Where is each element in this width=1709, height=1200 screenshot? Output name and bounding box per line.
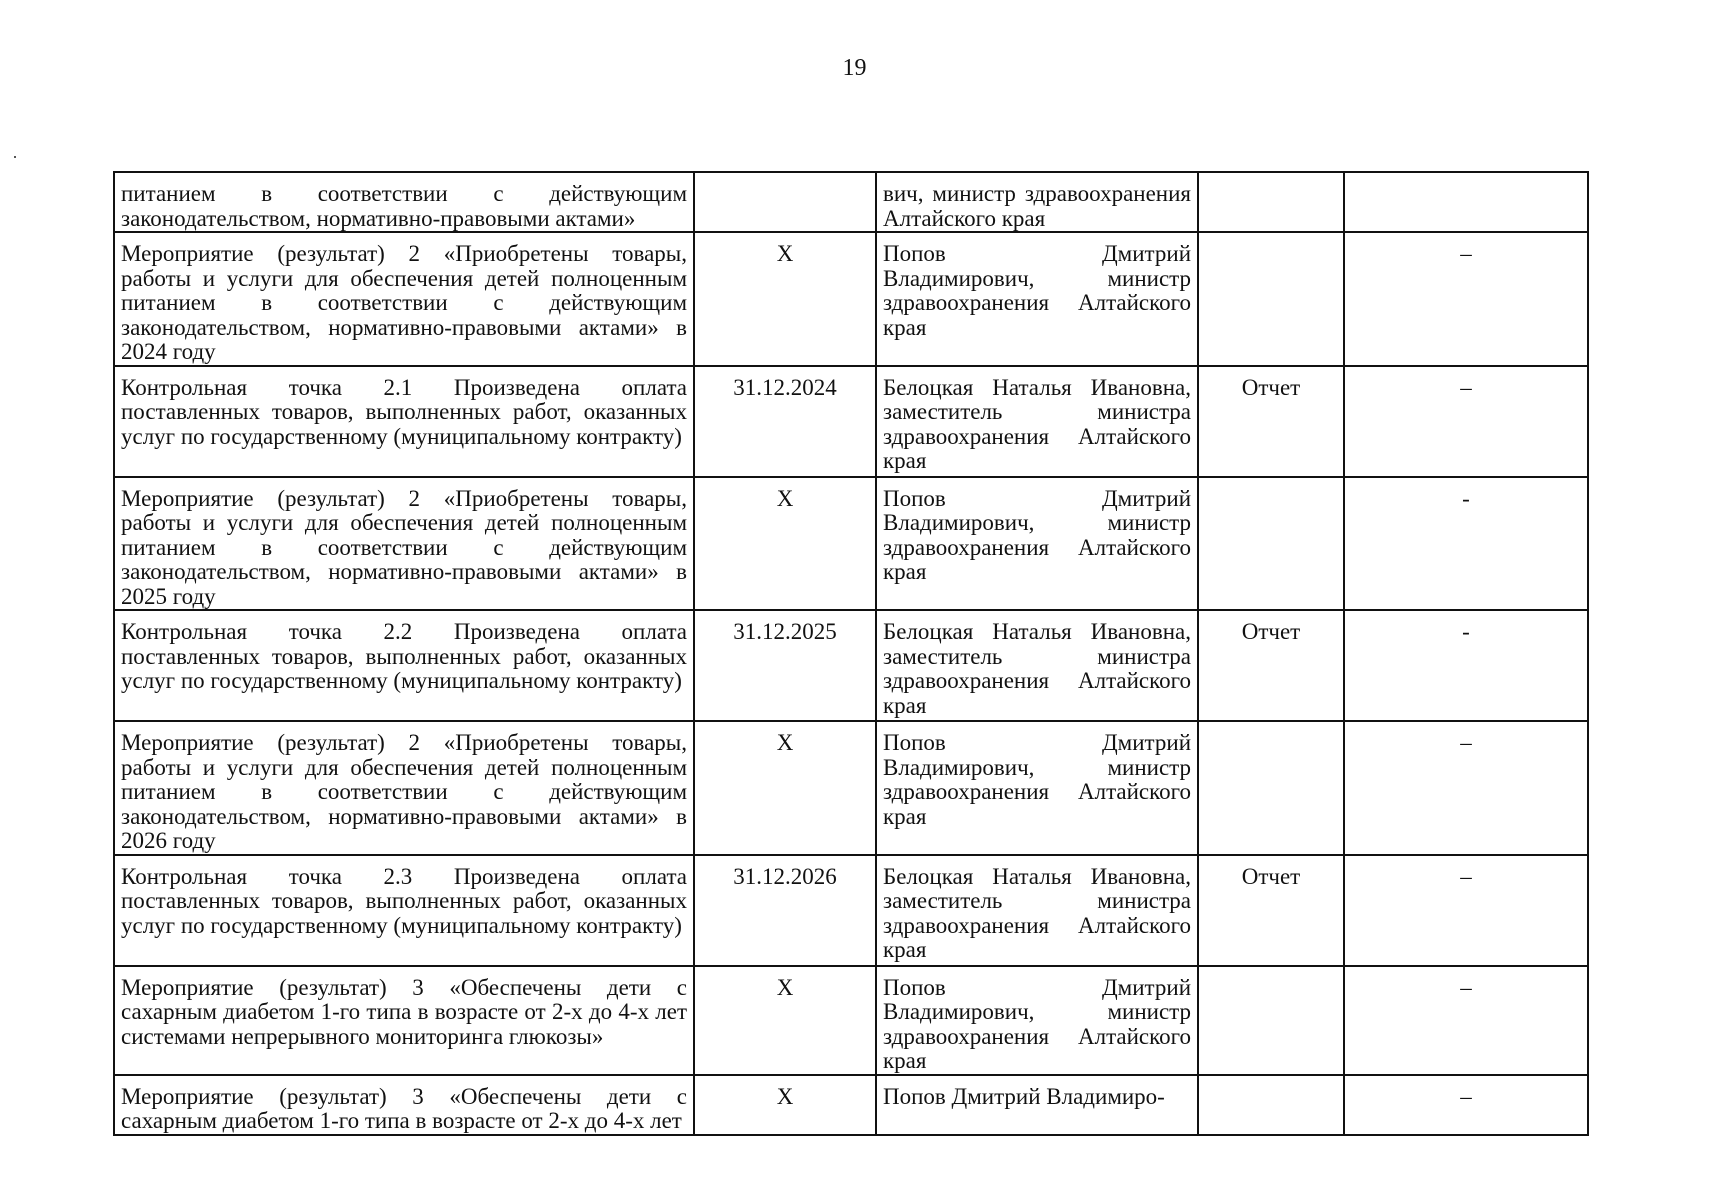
scan-speck (14, 156, 16, 158)
deadline-cell: X (694, 232, 876, 366)
responsible-cell: Белоцкая Наталья Ивановна, заместитель министра здравоохранения Алтайского края (876, 855, 1198, 966)
table-row (114, 966, 1588, 1075)
event-description-cell: Мероприятие (результат) 2 «Приобретены товары, работы и услуги для обеспечения детей полноценным питанием в соответствии с действующим законодательством, нормативно-правовыми актами» в 2025 году (114, 477, 694, 611)
responsible-cell: Попов Дмитрий Владимирович, министр здравоохранения Алтайского края (876, 721, 1198, 855)
info-system-cell: – (1344, 721, 1588, 855)
table-row (114, 855, 1588, 966)
info-system-cell: - (1344, 610, 1588, 721)
info-system-cell: – (1344, 966, 1588, 1075)
table-row (114, 477, 1588, 611)
info-system-cell: – (1344, 855, 1588, 966)
table-row (114, 721, 1588, 855)
document-type-cell (1198, 477, 1344, 611)
deadline-cell (694, 172, 876, 232)
table-row (114, 366, 1588, 477)
deadline-cell: X (694, 477, 876, 611)
plan-table (113, 171, 1589, 1136)
table-row (114, 172, 1588, 232)
document-type-cell (1198, 721, 1344, 855)
deadline-cell: X (694, 721, 876, 855)
responsible-cell: Попов Дмитрий Владимирович, министр здравоохранения Алтайского края (876, 232, 1198, 366)
deadline-cell: X (694, 1075, 876, 1135)
info-system-cell: – (1344, 366, 1588, 477)
document-type-cell: Отчет (1198, 366, 1344, 477)
info-system-cell (1344, 172, 1588, 232)
info-system-cell: – (1344, 232, 1588, 366)
event-description-cell: Мероприятие (результат) 2 «Приобретены товары, работы и услуги для обеспечения детей полноценным питанием в соответствии с действующим законодательством, нормативно-правовыми актами» в 2024 году (114, 232, 694, 366)
event-description-cell: Мероприятие (результат) 3 «Обеспечены дети с сахарным диабетом 1-го типа в возрасте от 2-х до 4-х лет (114, 1075, 694, 1135)
event-description-cell: Контрольная точка 2.3 Произведена оплата поставленных товаров, выполненных работ, оказанных услуг по государственному (муниципальному контракту) (114, 855, 694, 966)
deadline-cell: 31.12.2026 (694, 855, 876, 966)
deadline-cell: 31.12.2024 (694, 366, 876, 477)
table-row (114, 610, 1588, 721)
event-description-cell: Контрольная точка 2.2 Произведена оплата поставленных товаров, выполненных работ, оказанных услуг по государственному (муниципальному контракту) (114, 610, 694, 721)
responsible-cell: Попов Дмитрий Владимирович, министр здравоохранения Алтайского края (876, 477, 1198, 611)
table-row (114, 232, 1588, 366)
document-type-cell: Отчет (1198, 855, 1344, 966)
document-type-cell (1198, 172, 1344, 232)
responsible-cell: Белоцкая Наталья Ивановна, заместитель министра здравоохранения Алтайского края (876, 366, 1198, 477)
deadline-cell: 31.12.2025 (694, 610, 876, 721)
responsible-cell: Белоцкая Наталья Ивановна, заместитель министра здравоохранения Алтайского края (876, 610, 1198, 721)
event-description-cell: Контрольная точка 2.1 Произведена оплата поставленных товаров, выполненных работ, оказанных услуг по государственному (муниципальному контракту) (114, 366, 694, 477)
event-description-cell: Мероприятие (результат) 2 «Приобретены товары, работы и услуги для обеспечения детей полноценным питанием в соответствии с действующим законодательством, нормативно-правовыми актами» в 2026 году (114, 721, 694, 855)
document-type-cell (1198, 1075, 1344, 1135)
responsible-cell: Попов Дмитрий Владимирович, министр здравоохранения Алтайского края (876, 966, 1198, 1075)
responsible-cell: вич, министр здравоохранения Алтайского края (876, 172, 1198, 232)
info-system-cell: – (1344, 1075, 1588, 1135)
deadline-cell: X (694, 966, 876, 1075)
event-description-cell: питанием в соответствии с действующим законодательством, нормативно-правовыми актами» (114, 172, 694, 232)
responsible-cell: Попов Дмитрий Владимиро- (876, 1075, 1198, 1135)
table-row (114, 1075, 1588, 1135)
document-type-cell (1198, 232, 1344, 366)
document-type-cell (1198, 966, 1344, 1075)
page-number: 19 (842, 55, 867, 81)
document-type-cell: Отчет (1198, 610, 1344, 721)
event-description-cell: Мероприятие (результат) 3 «Обеспечены дети с сахарным диабетом 1-го типа в возрасте от 2-х до 4-х лет системами непрерывного мониторинга глюкозы» (114, 966, 694, 1075)
info-system-cell: - (1344, 477, 1588, 611)
